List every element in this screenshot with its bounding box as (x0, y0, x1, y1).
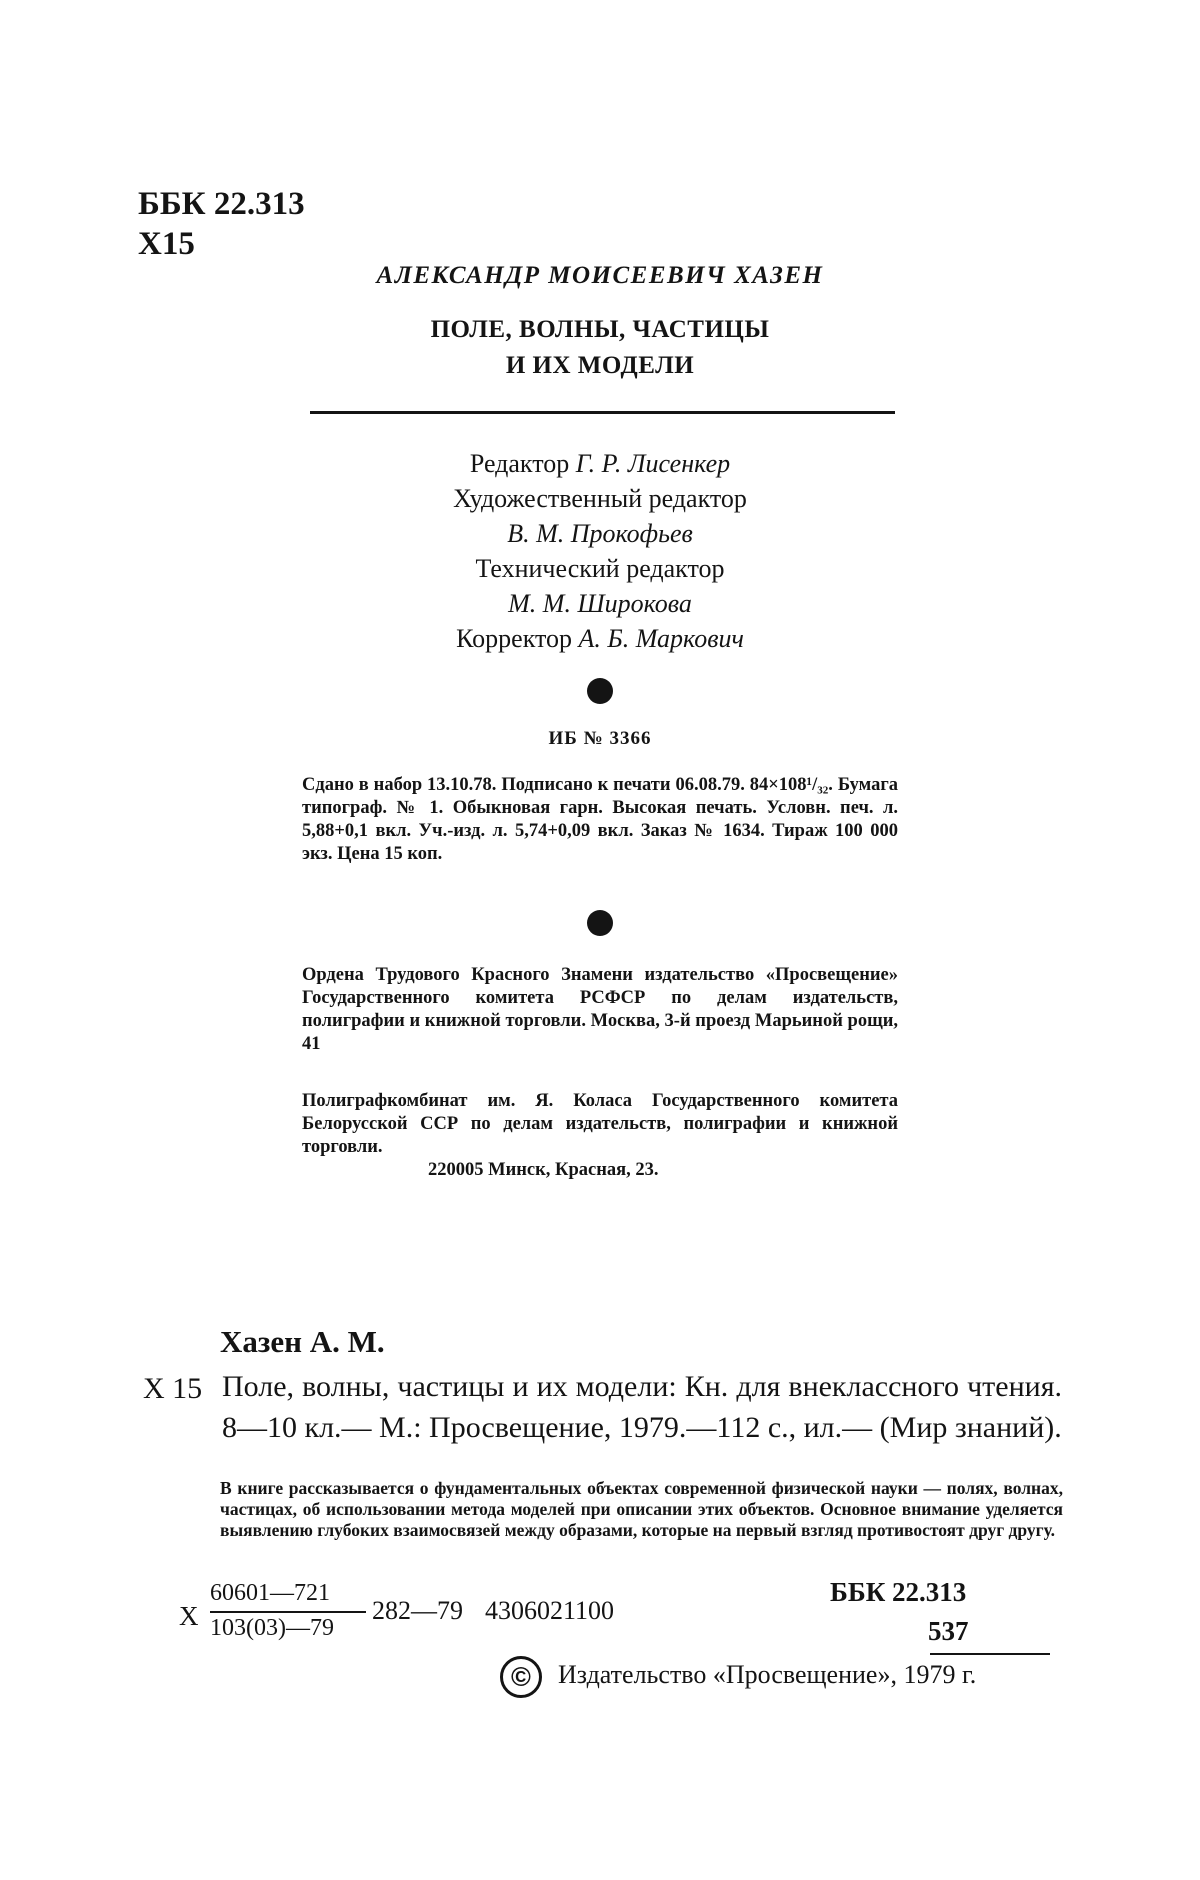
ib-number: ИБ № 3366 (548, 728, 652, 749)
index-denominator: 103(03)—79 (210, 1615, 334, 1641)
index-middle: 282—79 (372, 1596, 463, 1625)
title-line-1: ПОЛЕ, ВОЛНЫ, ЧАСТИЦЫ (430, 316, 770, 343)
index-letter: Х (179, 1601, 199, 1631)
tech-editor-name: М. М. Широкова (508, 589, 692, 618)
credit-corrector (330, 621, 870, 656)
print-details: Сдано в набор 13.10.78. Подписано к печати 06.08.79. 84×108¹/₃₂. Бумага типограф. № 1. Обыкновая гарн. Высокая печать. Условн. печ. л. 5,88+0,1 вкл. Уч.-изд. л. 5,74+0,09 вкл. Заказ № 1634. Тираж 100 000 экз. Цена 15 коп. (302, 775, 898, 864)
separator-dot (587, 678, 613, 704)
corrector-name: А. Б. Маркович (578, 624, 744, 653)
title-line-2: И ИХ МОДЕЛИ (505, 352, 695, 379)
printer-name: Полиграфкомбинат им. Я. Коласа Государственного комитета Белорусской ССР по делам издательств, полиграфии и книжной торговли. (302, 1091, 898, 1157)
tech-editor-role: Технический редактор (475, 554, 725, 583)
index-numerator: 60601—721 (210, 1580, 330, 1606)
card-bbk: ББК 22.313 (830, 1577, 967, 1607)
credit-editor (330, 446, 870, 481)
book-title (300, 312, 900, 384)
copyright-text: Издательство «Просвещение», 1979 г. (558, 1660, 977, 1689)
card-divider (930, 1653, 1050, 1655)
card-author: Хазен А. М. (220, 1324, 385, 1359)
fraction-line (210, 1611, 366, 1613)
publisher-info: Ордена Трудового Красного Знамени издательство «Просвещение» Государственного комитета РСФСР по делам издательств, полиграфии и книжной торговли. Москва, 3-й проезд Марьиной рощи, 41 (302, 965, 898, 1054)
book-author: АЛЕКСАНДР МОИСЕЕВИЧ ХАЗЕН (376, 262, 824, 289)
separator-dot (587, 910, 613, 936)
card-author-mark: Х 15 (143, 1372, 203, 1405)
editor-role: Редактор (469, 449, 570, 478)
editor-name: Г. Р. Лисенкер (575, 449, 731, 478)
title-divider (310, 411, 895, 414)
copyright-icon: © (500, 1656, 542, 1698)
art-editor-name: В. М. Прокофьев (507, 519, 693, 548)
art-editor-role: Художественный редактор (453, 484, 747, 513)
printer-address: 220005 Минск, Красная, 23. (428, 1160, 659, 1180)
staff-credits (330, 446, 870, 656)
card-bbk-second: 537 (928, 1616, 969, 1646)
author-mark: Х15 (138, 226, 195, 262)
corrector-role: Корректор (456, 624, 573, 653)
bbk-classification (138, 184, 305, 264)
card-annotation: В книге рассказывается о фундаментальных объектах современной физической науки — полях, волнах, частицах, об использовании метода моделей при описании этих объектов. Основное внимание уделяется выявлению глубоких взаимосвязей между образами, которые на первый взгляд противостоят друг другу. (220, 1478, 1063, 1540)
bbk-code: ББК 22.313 (138, 186, 305, 222)
printer-info (302, 1090, 898, 1182)
index-long: 4306021100 (485, 1596, 615, 1625)
card-description: Поле, волны, частицы и их модели: Кн. для внеклассного чтения. 8—10 кл.— М.: Просвещение, 1979.—112 с., ил.— (Мир знаний). (222, 1370, 1062, 1444)
